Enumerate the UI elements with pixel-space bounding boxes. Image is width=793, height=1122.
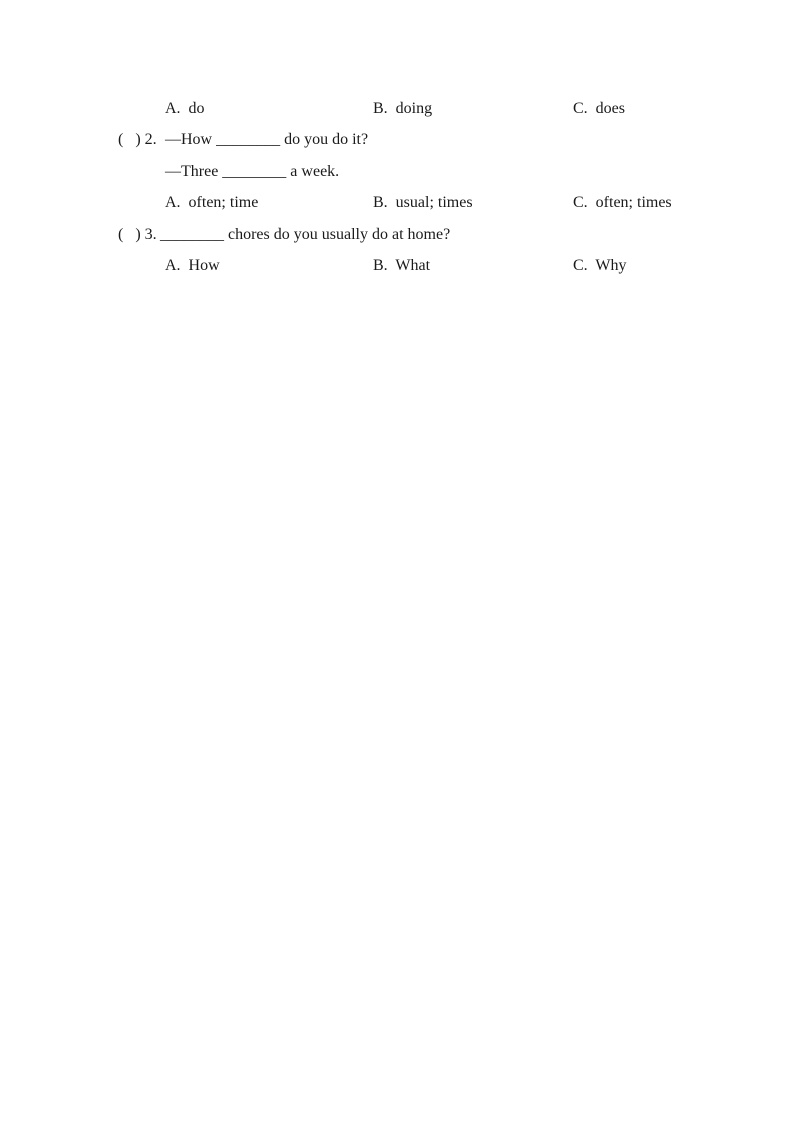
question3-answer-bracket: ( ) 3. bbox=[118, 226, 157, 243]
question2-option-b: B. usual; times bbox=[373, 194, 473, 211]
question3-question-line: ________ chores do you usually do at home? bbox=[160, 226, 451, 243]
question3-option-a: A. How bbox=[165, 257, 220, 274]
question2-answer-bracket: ( ) 2. bbox=[118, 131, 157, 148]
question3-option-c: C. Why bbox=[573, 257, 627, 274]
question2-answer-line: —Three ________ a week. bbox=[165, 163, 340, 180]
question1-option-a: A. do bbox=[165, 100, 205, 117]
question1-option-c: C. does bbox=[573, 100, 625, 117]
question2-option-c: C. often; times bbox=[573, 194, 672, 211]
question2-question-line: —How ________ do you do it? bbox=[165, 131, 369, 148]
question2-option-a: A. often; time bbox=[165, 194, 259, 211]
question1-option-b: B. doing bbox=[373, 100, 433, 117]
question3-option-b: B. What bbox=[373, 257, 431, 274]
